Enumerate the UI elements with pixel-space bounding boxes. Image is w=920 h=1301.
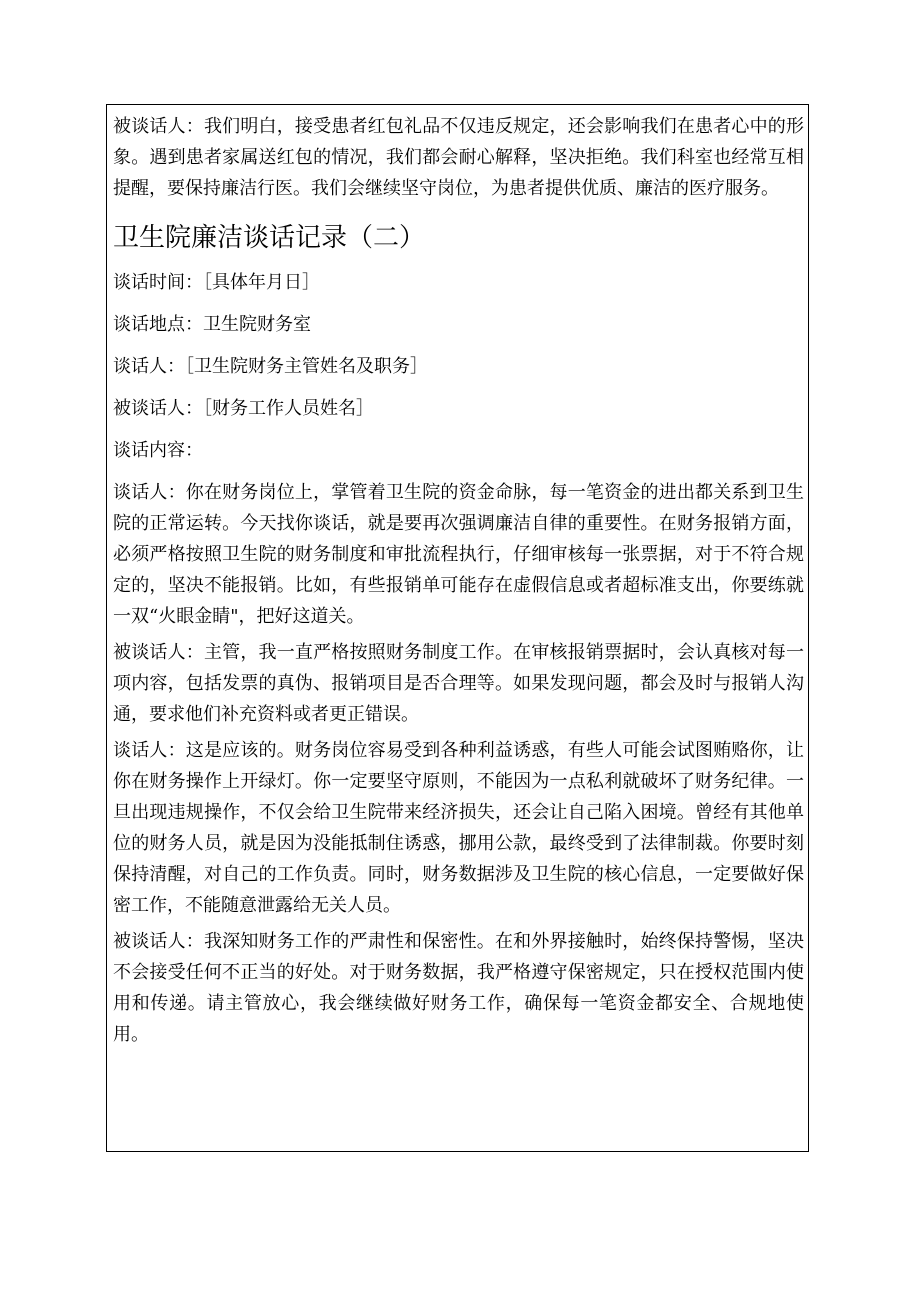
field-content-label: 谈话内容： <box>113 440 203 461</box>
dialogue-paragraph: 被谈话人：主管，我一直严格按照财务制度工作。在审核报销票据时，会认真核对每一项内容，包括发票的真伪、报销项目是否合理等。如果发现问题，都会及时与报销人沟通，要求他们补充资料或者更正错误。 <box>113 642 804 725</box>
intro-paragraph: 被谈话人：我们明白，接受患者红包礼品不仅违反规定，还会影响我们在患者心中的形象。遇到患者家属送红包的情况，我们都会耐心解释，坚决拒绝。我们科室也经常互相提醒，要保持廉洁行医。我们会继续坚守岗位，为患者提供优质、廉洁的医疗服务。 <box>113 116 804 199</box>
field-location: 谈话地点：卫生院财务室 <box>113 314 311 335</box>
field-time: 谈话时间：［具体年月日］ <box>113 272 320 293</box>
dialogue-paragraph: 谈话人：你在财务岗位上，掌管着卫生院的资金命脉，每一笔资金的进出都关系到卫生院的正常运转。今天找你谈话，就是要再次强调廉洁自律的重要性。在财务报销方面，必须严格按照卫生院的财务制度和审批流程执行，仔细审核每一张票据，对于不符合规定的，坚决不能报销。比如，有些报销单可能存在虚假信息或者超标准支出，你要练就一双“火眼金睛"，把好这道关。 <box>113 482 804 627</box>
page-title: 卫生院廉洁谈话记录（二） <box>113 223 426 253</box>
field-speaker: 谈话人：［卫生院财务主管姓名及职务］ <box>113 356 428 377</box>
dialogue-paragraph: 被谈话人：我深知财务工作的严肃性和保密性。在和外界接触时，始终保持警惕，坚决不会接受任何不正当的好处。对于财务数据，我严格遵守保密规定，只在授权范围内使用和传递。请主管放心，我会继续做好财务工作，确保每一笔资金都安全、合规地使用。 <box>113 931 804 1045</box>
document-frame <box>106 104 809 1152</box>
field-interviewee: 被谈话人：［财务工作人员姓名］ <box>113 398 374 419</box>
dialogue-paragraph: 谈话人：这是应该的。财务岗位容易受到各种利益诱惑，有些人可能会试图贿赂你，让你在财务操作上开绿灯。你一定要坚守原则，不能因为一点私利就破坏了财务纪律。一旦出现违规操作，不仅会给卫生院带来经济损失，还会让自己陷入困境。曾经有其他单位的财务人员，就是因为没能抵制住诱惑，挪用公款，最终受到了法律制裁。你要时刻保持清醒，对自己的工作负责。同时，财务数据涉及卫生院的核心信息，一定要做好保密工作，不能随意泄露给无关人员。 <box>113 740 804 916</box>
